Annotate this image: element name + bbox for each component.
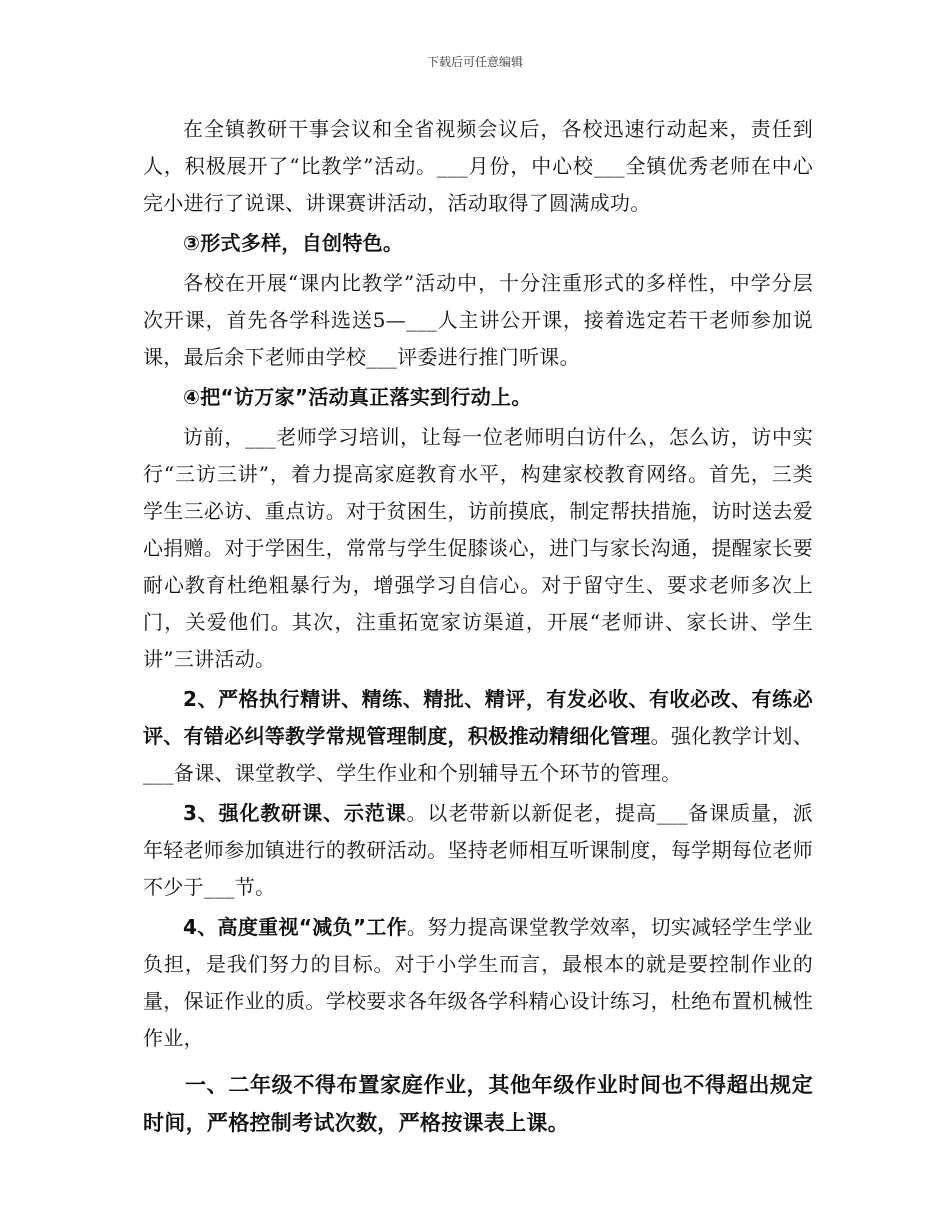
paragraph-5 [143, 681, 813, 792]
paragraph-6 [143, 795, 813, 906]
paragraph-7-text: 。努力提高课堂教学效率，切实减轻学生学业负担，是我们努力的目标。对于小学生而言，最根本的就是要控制作业的量，保证作业的质。学校要求各年级各学科精心设计练习，杜绝布置机械性作业， [143, 915, 814, 1050]
paragraph-4: 访前，___老师学习培训，让每一位老师明白访什么，怎么访，访中实行“三访三讲”，着力提高家庭教育水平，构建家校教育网络。首先，三类学生三必访、重点访。对于贫困生，访前摸底，制定帮扶措施，访时送去爱心捐赠。对于学困生，常常与学生促膝谈心，进门与家长沟通，提醒家长要耐心教育杜绝粗暴行为，增强学习自信心。对于留守生、要求老师多次上门，关爱他们。其次，注重拓宽家访渠道，开展“老师讲、家长讲、学生讲”三讲活动。 [143, 425, 813, 671]
heading-4 [143, 379, 813, 416]
paragraph-7-bold: 4、高度重视“减负”工作 [183, 915, 407, 939]
heading-3 [143, 225, 813, 262]
heading-3-text: ③形式多样，自创特色。 [183, 231, 404, 255]
paragraph-8-bold: 一、二年级不得布置家庭作业，其他年级作业时间也不得超出规定时间，严格控制考试次数，严格按课表上课。 [143, 1073, 813, 1135]
document-body [143, 111, 813, 1145]
paragraph-1: 在全镇教研干事会议和全省视频会议后，各校迅速行动起来，责任到人，积极展开了“比教学”活动。___月份，中心校___全镇优秀老师在中心完小进行了说课、讲课赛讲活动，活动取得了圆满成功。 [143, 117, 813, 215]
paragraph-5-text: 。强化教学计划、___备课、课堂教学、学生作业和个别辅导五个环节的管理。 [143, 724, 813, 785]
paragraph-3: 各校在开展“课内比教学”活动中，十分注重形式的多样性，中学分层次开课，首先各学科选送5—___人主讲公开课，接着选定若干老师参加说课，最后余下老师由学校___评委进行推门听课。 [143, 271, 813, 369]
paragraph-6-bold: 3、强化教研课、示范课 [183, 801, 407, 825]
heading-4-text: ④把“访万家”活动真正落实到行动上。 [183, 385, 532, 409]
paragraph-7 [143, 909, 813, 1057]
paragraph-8 [143, 1066, 813, 1142]
paragraph-5-bold: 2、严格执行精讲、精练、精批、精评，有发必收、有收必改、有练必评、有错必纠等教学常规管理制度，积极推动精细化管理 [143, 687, 813, 748]
page-header: 下载后可任意编辑 [426, 55, 523, 69]
paragraph-6-text: 。以老带新以新促老，提高___备课质量，派年轻老师参加镇进行的教研活动。坚持老师相互听课制度，每学期每位老师不少于___节。 [143, 801, 813, 899]
